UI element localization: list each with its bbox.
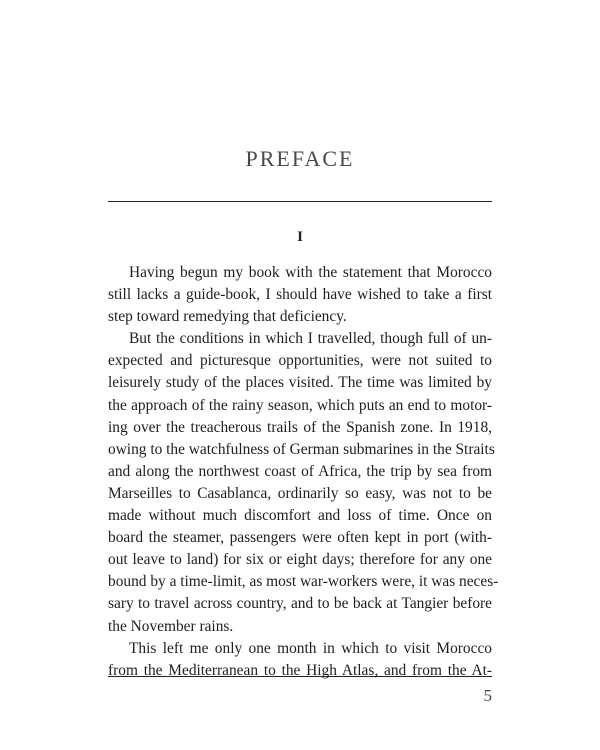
text-line: and along the northwest coast of Africa, the trip by sea from [108,462,492,480]
text-line: owing to the watchfulness of German submarines in the Straits [108,440,495,458]
bottom-divider [108,676,492,677]
text-line: from the Mediterranean to the High Atlas, and from the At- [108,661,492,679]
text-line: made without much discomfort and loss of time. Once on [108,507,492,525]
page-number: 5 [483,686,492,705]
text-line: leisurely study of the places visited. The time was limited by [108,374,492,392]
page-title: PREFACE [245,146,355,171]
body-text [108,262,499,682]
text-line: step toward remedying that deficiency. [108,308,347,326]
text-line: the November rains. [108,617,234,635]
text-line: But the conditions in which I travelled, though full of un- [129,330,492,348]
text-line: Marseilles to Casablanca, ordinarily so easy, was not to be [108,484,492,502]
text-line: the approach of the rainy season, which puts an end to motor- [108,396,492,414]
text-line: out leave to land) for six or eight days; therefore for any one [108,551,492,569]
section-numeral: I [297,229,303,245]
text-line: still lacks a guide-book, I should have wished to take a first [108,286,492,304]
text-line: board the steamer, passengers were often kept in port (with- [108,529,492,547]
top-divider [108,201,492,202]
text-line: bound by a time-limit, as most war-workers were, it was neces- [108,573,499,591]
text-line: This left me only one month in which to visit Morocco [129,639,492,657]
text-line: sary to travel across country, and to be back at Tangier before [108,595,492,613]
text-line: expected and picturesque opportunities, were not suited to [108,352,492,370]
text-line: Having begun my book with the statement that Morocco [129,264,492,281]
text-line: ing over the treacherous trails of the Spanish zone. In 1918, [108,418,492,436]
